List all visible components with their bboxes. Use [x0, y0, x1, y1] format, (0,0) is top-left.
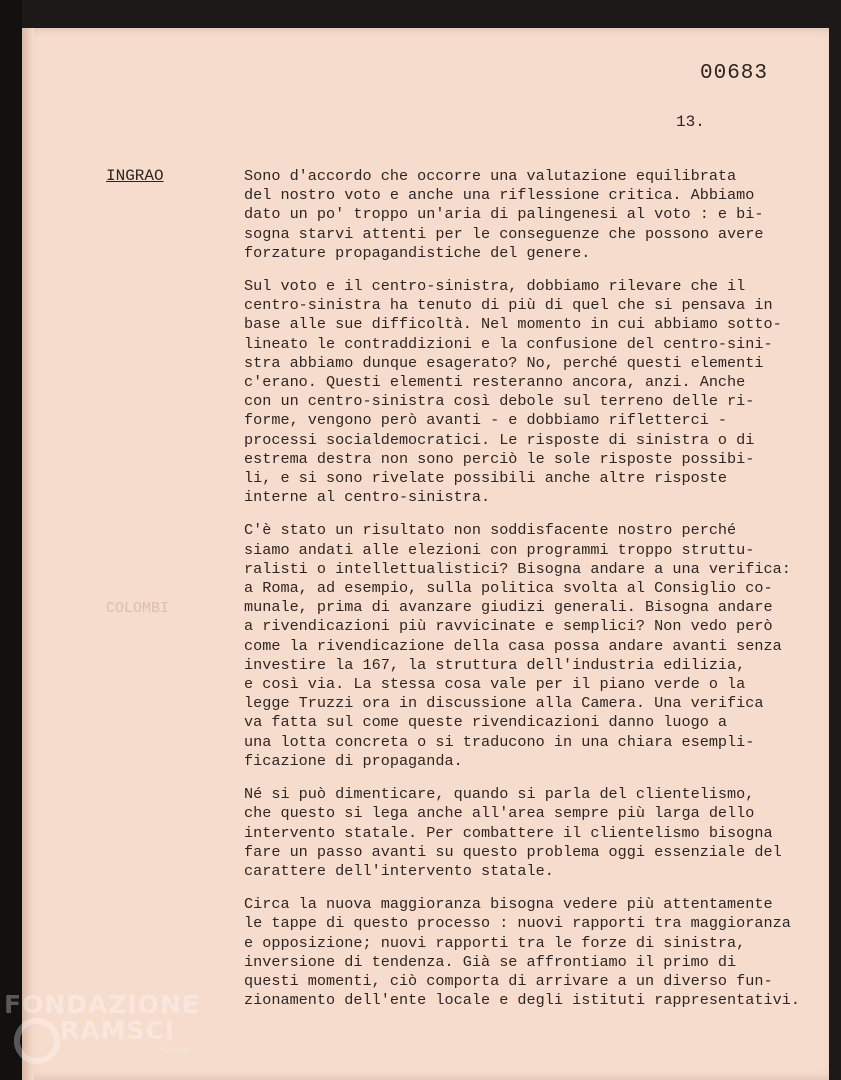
text-line: Sul voto e il centro-sinistra, dobbiamo rilevare che il [244, 277, 746, 296]
text-line: questi momenti, ciò comporta di arrivare a un diverso fun- [244, 971, 773, 990]
watermark-sub: Onlus [162, 1046, 188, 1056]
text-line: e opposizione; nuovi rapporti tra le forze di sinistra, [244, 933, 746, 952]
text-line: processi socialdemocratici. Le risposte di sinistra o di [244, 430, 755, 449]
text-line: siamo andati alle elezioni con programmi troppo struttu- [244, 540, 755, 559]
text-line: forme, vengono però avanti - e dobbiamo rifletterci - [244, 411, 728, 430]
bleed-through-margin-label: COLOMBI [106, 600, 170, 617]
text-line: estrema destra non sono perciò le sole risposte possibi- [244, 449, 755, 468]
watermark-line1: FONDAZIONE [4, 990, 201, 1019]
text-line: stra abbiamo dunque esagerato? No, perché questi elementi [244, 353, 764, 372]
watermark-g-icon [14, 1018, 60, 1064]
text-line: fare un passo avanti su questo problema oggi essenziale del [244, 842, 782, 861]
text-line: Circa la nuova maggioranza bisogna vedere più attentamente [244, 895, 773, 914]
paragraph [244, 785, 824, 881]
text-line: lineato le contraddizioni e la confusione del centro-sini- [244, 334, 773, 353]
paragraph [244, 521, 824, 771]
text-line: e così via. La stessa cosa vale per il piano verde o la [244, 675, 746, 694]
text-line: a Roma, ad esempio, sulla politica svolta al Consiglio co- [244, 579, 773, 598]
text-line: va fatta sul come queste rivendicazioni danno luogo a [244, 713, 728, 732]
text-line: interne al centro-sinistra. [244, 488, 491, 507]
page-fold-shadow [22, 28, 34, 1080]
text-line: li, e si sono rivelate possibili anche altre risposte [244, 469, 728, 488]
paragraph [244, 895, 824, 1010]
text-line: come la rivendicazione della casa possa andare avanti senza [244, 636, 782, 655]
text-line: che questo si lega anche all'area sempre più larga dello [244, 804, 755, 823]
text-line: con un centro-sinistra così debole sul terreno delle ri- [244, 392, 755, 411]
text-line: base alle sue difficoltà. Nel momento in cui abbiamo sotto- [244, 315, 782, 334]
page-number: 13. [676, 113, 705, 131]
text-line: Sono d'accordo che occorre una valutazione equilibrata [244, 167, 737, 185]
text-line: sogna starvi attenti per le conseguenze che possono avere [244, 224, 764, 243]
watermark-line2: RAMSCI [60, 1016, 176, 1045]
text-line: una lotta concreta o si traducono in una chiara esempli- [244, 732, 755, 751]
paragraph [244, 277, 824, 507]
text-line: investire la 167, la struttura dell'industria edilizia, [244, 655, 746, 674]
text-line: dato un po' troppo un'aria di palingenesi al voto : e bi- [244, 205, 764, 224]
watermark-logo [0, 990, 230, 1070]
text-line: c'erano. Questi elementi resteranno ancora, anzi. Anche [244, 373, 746, 392]
text-line: carattere dell'intervento statale. [244, 861, 554, 880]
text-line: legge Truzzi ora in discussione alla Camera. Una verifica [244, 694, 764, 713]
text-line: intervento statale. Per combattere il clientelismo bisogna [244, 823, 773, 842]
document-body [244, 167, 824, 1024]
text-line: Né si può dimenticare, quando si parla del clientelismo, [244, 785, 755, 804]
text-line: munale, prima di avanzare giudizi generali. Bisogna andare [244, 598, 773, 617]
text-line: centro-sinistra ha tenuto di più di quel che si pensava in [244, 296, 773, 315]
scan-left-edge [0, 0, 22, 1080]
text-line: del nostro voto e anche una riflessione critica. Abbiamo [244, 186, 755, 205]
paragraph [244, 167, 824, 263]
text-line: inversione di tendenza. Già se affrontiamo il primo di [244, 952, 737, 971]
text-line: forzature propagandistiche del genere. [244, 243, 591, 262]
text-line: ficazione di propaganda. [244, 751, 463, 770]
text-line: C'è stato un risultato non soddisfacente nostro perché [244, 521, 737, 540]
text-line: ralisti o intellettualistici? Bisogna andare a una verifica: [244, 559, 791, 578]
document-number: 00683 [700, 62, 769, 85]
text-line: a rivendicazioni più ravvicinate e semplici? Non vedo però [244, 617, 773, 636]
text-line: le tappe di questo processo : nuovi rapporti tra maggioranza [244, 914, 791, 933]
speaker-name: INGRAO [106, 167, 164, 185]
text-line: zionamento dell'ente locale e degli istituti rappresentativi. [244, 991, 800, 1010]
